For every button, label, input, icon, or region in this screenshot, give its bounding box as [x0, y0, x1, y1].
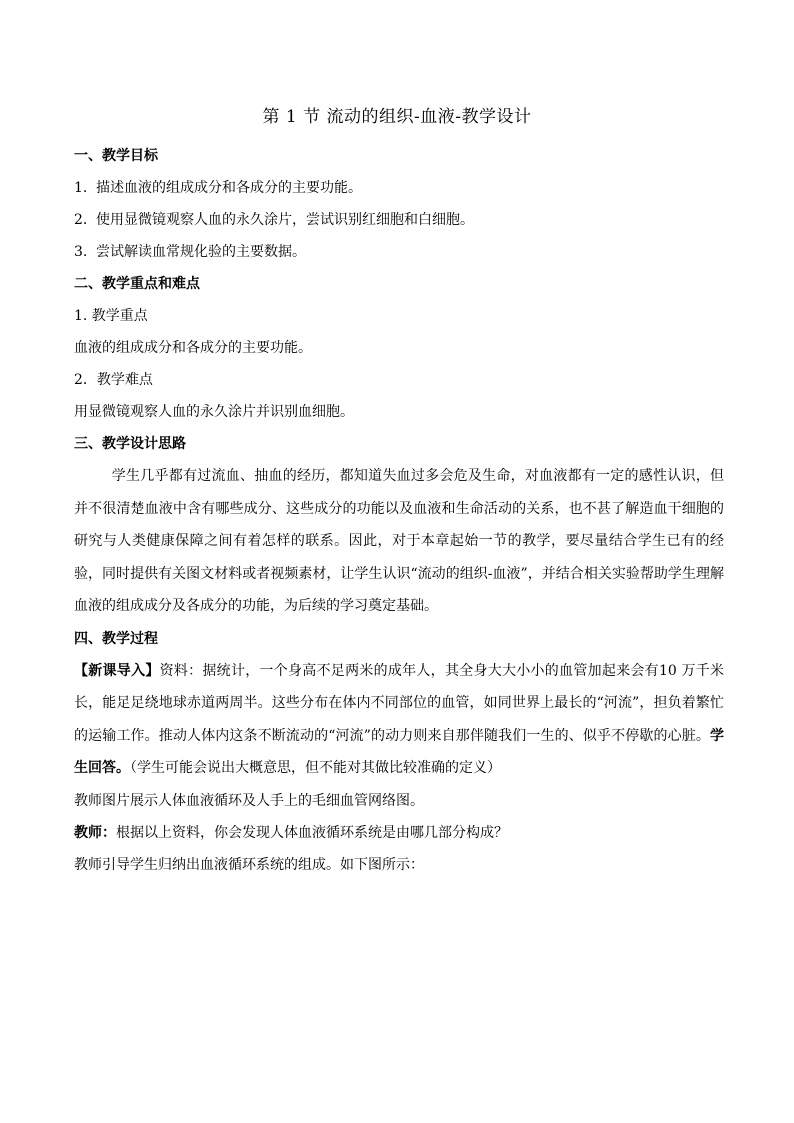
objective-item	[74, 172, 724, 204]
document-body	[74, 140, 724, 881]
objective-item	[74, 204, 724, 236]
teacher-show-text: 教师图片展示人体血液循环及人手上的毛细血管网络图。	[74, 792, 424, 809]
objective-number: 1.	[74, 180, 88, 196]
key-point-text: 血液的组成成分和各成分的主要功能。	[74, 340, 312, 356]
section-heading-key-points: 二、教学重点和难点	[74, 276, 200, 292]
student-answer-text: （学生可能会说出大概意思，但不能对其做比较准确的定义）	[130, 760, 501, 776]
difficulty-text: 用显微镜观察人血的永久涂片并识别血细胞。	[74, 404, 354, 420]
teacher-question: 根据以上资料，你会发现人体血液循环系统是由哪几部分构成？	[116, 824, 508, 841]
student-answer-tag: 学生回答。	[74, 727, 724, 776]
objective-text: 尝试解读血常规化验的主要数据。	[96, 244, 306, 260]
section-heading-process: 四、教学过程	[74, 630, 158, 647]
objective-number: 2.	[74, 212, 88, 228]
objective-text: 使用显微镜观察人血的永久涂片，尝试识别红细胞和白细胞。	[96, 212, 474, 228]
objective-text: 描述血液的组成成分和各成分的主要功能。	[96, 180, 362, 196]
teacher-guide-text: 教师引导学生归纳出血液循环系统的组成。如下图所示：	[74, 856, 424, 873]
objective-item	[74, 236, 724, 268]
teacher-question-line	[74, 817, 724, 849]
intro-paragraph	[74, 655, 724, 785]
page-title: 第 1 节 流动的组织-血液-教学设计	[262, 107, 532, 127]
section-heading-design-idea: 三、教学设计思路	[74, 436, 186, 452]
difficulty-label: 2．教学难点	[74, 372, 153, 388]
key-point-label: 1. 教学重点	[74, 308, 148, 324]
intro-tag: 【新课导入】	[74, 662, 160, 679]
section-heading-objectives: 一、教学目标	[74, 148, 158, 164]
design-idea-paragraph: 学生几乎都有过流血、抽血的经历，都知道失血过多会危及生命，对血液都有一定的感性认识，但并不很清楚血液中含有哪些成分、这些成分的功能以及血液和生命活动的关系，也不甚了解造血干细胞的研究与人类健康保障之间有着怎样的联系。因此，对于本章起始一节的教学，要尽量结合学生已有的经验，同时提供有关图文材料或者视频素材，让学生认识“流动的组织-血液”，并结合相关实验帮助学生理解血液的组成成分及各成分的功能，为后续的学习奠定基础。	[74, 468, 724, 614]
intro-text: 资料：据统计，一个身高不足两米的成年人，其全身大大小小的血管加起来会有10 万千米长，能足足绕地球赤道两周半。这些分布在体内不同部位的血管，如同世界上最长的“河流”，担负着繁忙的运输工作。推动人体内这条不断流动的“河流”的动力则来自那伴随我们一生的、似乎不停歇的心脏。	[74, 662, 725, 744]
teacher-tag: 教师：	[74, 824, 116, 841]
objective-number: 3.	[74, 244, 88, 260]
